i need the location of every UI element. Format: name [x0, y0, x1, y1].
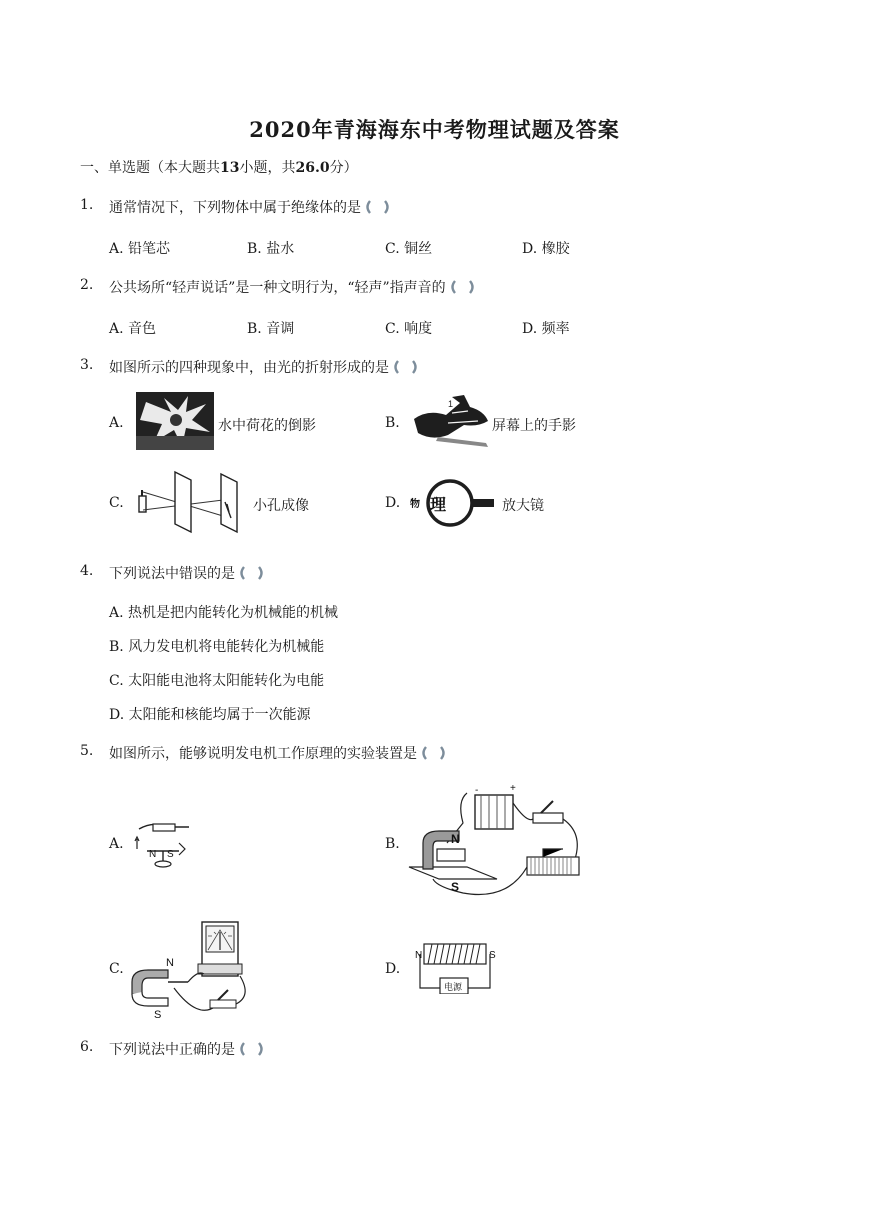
option-3c-caption: 小孔成像: [253, 498, 309, 514]
question-3-number: 3.: [80, 357, 94, 373]
option-5a-letter[interactable]: A.: [109, 836, 124, 852]
question-3-text: 如图所示的四种现象中，由光的折射形成的是: [109, 357, 421, 377]
answer-blank[interactable]: [419, 745, 449, 761]
option-4c[interactable]: C. 太阳能电池将太阳能转化为电能: [109, 673, 325, 689]
compass-n-label: N: [149, 849, 157, 860]
option-2d[interactable]: D. 频率: [522, 321, 570, 337]
option-2a[interactable]: A. 音色: [109, 321, 157, 337]
question-2-text: 公共场所“轻声说话”是一种文明行为，“轻声”指声音的: [109, 277, 478, 297]
option-3d-letter[interactable]: D.: [385, 495, 401, 511]
answer-blank[interactable]: [448, 279, 478, 295]
option-5b-letter[interactable]: B.: [385, 836, 400, 852]
option-5d-letter[interactable]: D.: [385, 961, 401, 977]
option-4a[interactable]: A. 热机是把内能转化为机械能的机械: [109, 605, 339, 621]
question-5-text: 如图所示，能够说明发电机工作原理的实验装置是: [109, 743, 449, 763]
option-3a-letter[interactable]: A.: [109, 415, 124, 431]
question-1-text: 通常情况下，下列物体中属于绝缘体的是: [109, 197, 393, 217]
option-1b[interactable]: B. 盐水: [247, 241, 295, 257]
solenoid-figure: [410, 940, 500, 998]
question-4-text: 下列说法中错误的是: [109, 563, 267, 583]
motor-s-label: S: [451, 880, 460, 894]
question-5-number: 5.: [80, 743, 94, 759]
motor-circuit-figure: [407, 783, 587, 907]
magnifier-figure: [408, 477, 498, 533]
option-1c[interactable]: C. 铜丝: [385, 241, 433, 257]
option-1a[interactable]: A. 铅笔芯: [109, 241, 171, 257]
oersted-experiment-figure: [133, 817, 195, 877]
answer-blank[interactable]: [391, 359, 421, 375]
generator-galvanometer-figure: [128, 920, 258, 1028]
question-2-number: 2.: [80, 277, 94, 293]
motor-n-label: N: [451, 832, 460, 846]
option-3b-caption: 屏幕上的手影: [492, 418, 576, 434]
power-source-label: 电源: [444, 983, 463, 993]
option-3a-caption: 水中荷花的倒影: [218, 418, 316, 434]
question-1-number: 1.: [80, 197, 94, 213]
generator-s-label: S: [154, 1009, 162, 1021]
compass-s-label: S: [167, 849, 174, 860]
option-4b[interactable]: B. 风力发电机将电能转化为机械能: [109, 639, 325, 655]
option-3c-letter[interactable]: C.: [109, 495, 124, 511]
option-3b-letter[interactable]: B.: [385, 415, 400, 431]
question-6-number: 6.: [80, 1039, 94, 1055]
option-4d[interactable]: D. 太阳能和核能均属于一次能源: [109, 707, 311, 723]
pinhole-camera-figure: [133, 470, 251, 538]
option-1d[interactable]: D. 橡胶: [522, 241, 570, 257]
answer-blank[interactable]: [237, 565, 267, 581]
svg-text:1: 1: [448, 399, 454, 409]
section-header: 一、单选题（本大题共13小题，共26.0分）: [80, 160, 358, 176]
answer-blank[interactable]: [237, 1041, 267, 1057]
option-5c-letter[interactable]: C.: [109, 961, 124, 977]
option-2c[interactable]: C. 响度: [385, 321, 433, 337]
generator-n-label: N: [166, 957, 174, 969]
document-title: 2020年青海海东中考物理试题及答案: [249, 117, 620, 142]
battery-plus-label: +: [510, 783, 516, 794]
option-2b[interactable]: B. 音调: [247, 321, 295, 337]
hand-shadow-figure: [408, 393, 490, 453]
svg-text:理: 理: [430, 495, 447, 514]
question-6-text: 下列说法中正确的是: [109, 1039, 267, 1059]
solenoid-n-label: N: [415, 950, 423, 961]
solenoid-s-label: S: [489, 950, 496, 961]
magnifier-text: 物: [410, 499, 420, 510]
answer-blank[interactable]: [363, 199, 393, 215]
lotus-reflection-figure: [136, 392, 214, 454]
battery-minus-label: -: [475, 785, 479, 796]
option-3d-caption: 放大镜: [502, 498, 544, 514]
question-4-number: 4.: [80, 563, 94, 579]
